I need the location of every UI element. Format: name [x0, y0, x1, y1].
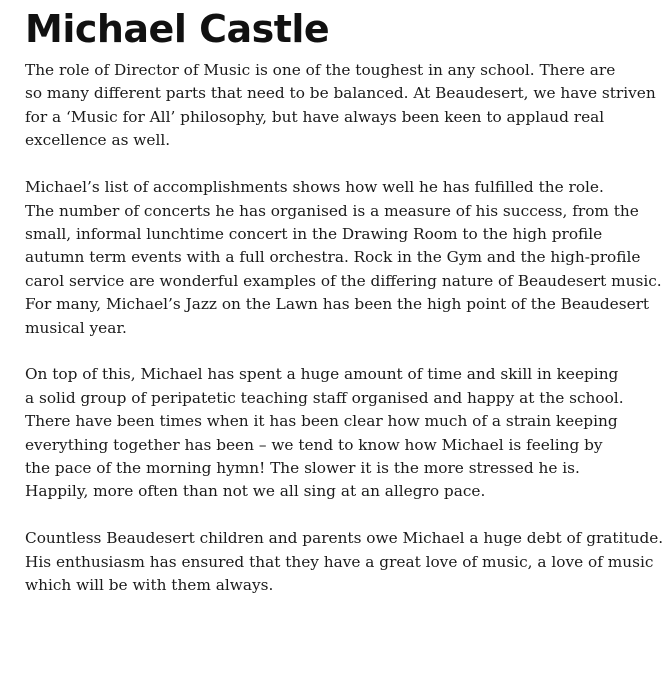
text-line: which will be with them always.	[25, 576, 274, 595]
text-line: For many, Michael’s Jazz on the Lawn has been the high point of the Beaudesert	[25, 295, 650, 314]
text-line: musical year.	[25, 318, 127, 337]
text-line: for a ‘Music for All’ philosophy, but have always been keen to applaud real	[25, 107, 605, 126]
paragraph-spacer	[25, 153, 665, 177]
text-line: The role of Director of Music is one of the toughest in any school. There are	[25, 61, 616, 79]
page-title: Michael Castle	[25, 7, 330, 51]
text-line: There have been times when it has been clear how much of a strain keeping	[25, 412, 618, 431]
text-line: The number of concerts he has organised is a measure of his success, from the	[25, 201, 639, 220]
text-line: the pace of the morning hymn! The slower it is the more stressed he is.	[25, 459, 580, 478]
paragraph-gratitude	[25, 527, 665, 597]
paragraph-intro	[25, 59, 665, 153]
text-line: Countless Beaudesert children and parents owe Michael a huge debt of gratitude.	[25, 529, 664, 548]
text-line: carol service are wonderful examples of the differing nature of Beaudesert music.	[25, 271, 662, 290]
text-line: His enthusiasm has ensured that they have a great love of music, a love of music	[25, 552, 654, 571]
text-line: Michael’s list of accomplishments shows how well he has fulfilled the role.	[25, 178, 604, 197]
article	[25, 0, 665, 598]
text-line: so many different parts that need to be balanced. At Beaudesert, we have striven	[25, 84, 656, 103]
paragraph-accomplishments	[25, 176, 665, 340]
text-line: On top of this, Michael has spent a huge amount of time and skill in keeping	[25, 365, 619, 384]
paragraph-spacer	[25, 504, 665, 528]
text-line: a solid group of peripatetic teaching staff organised and happy at the school.	[25, 388, 624, 407]
paragraph-spacer	[25, 340, 665, 364]
text-line: Happily, more often than not we all sing at an allegro pace.	[25, 482, 486, 501]
paragraph-staff	[25, 363, 665, 503]
text-line: small, informal lunchtime concert in the Drawing Room to the high profile	[25, 224, 603, 243]
text-line: excellence as well.	[25, 131, 171, 150]
text-line: autumn term events with a full orchestra. Rock in the Gym and the high-profile	[25, 248, 641, 267]
text-line: everything together has been – we tend to know how Michael is feeling by	[25, 435, 603, 454]
